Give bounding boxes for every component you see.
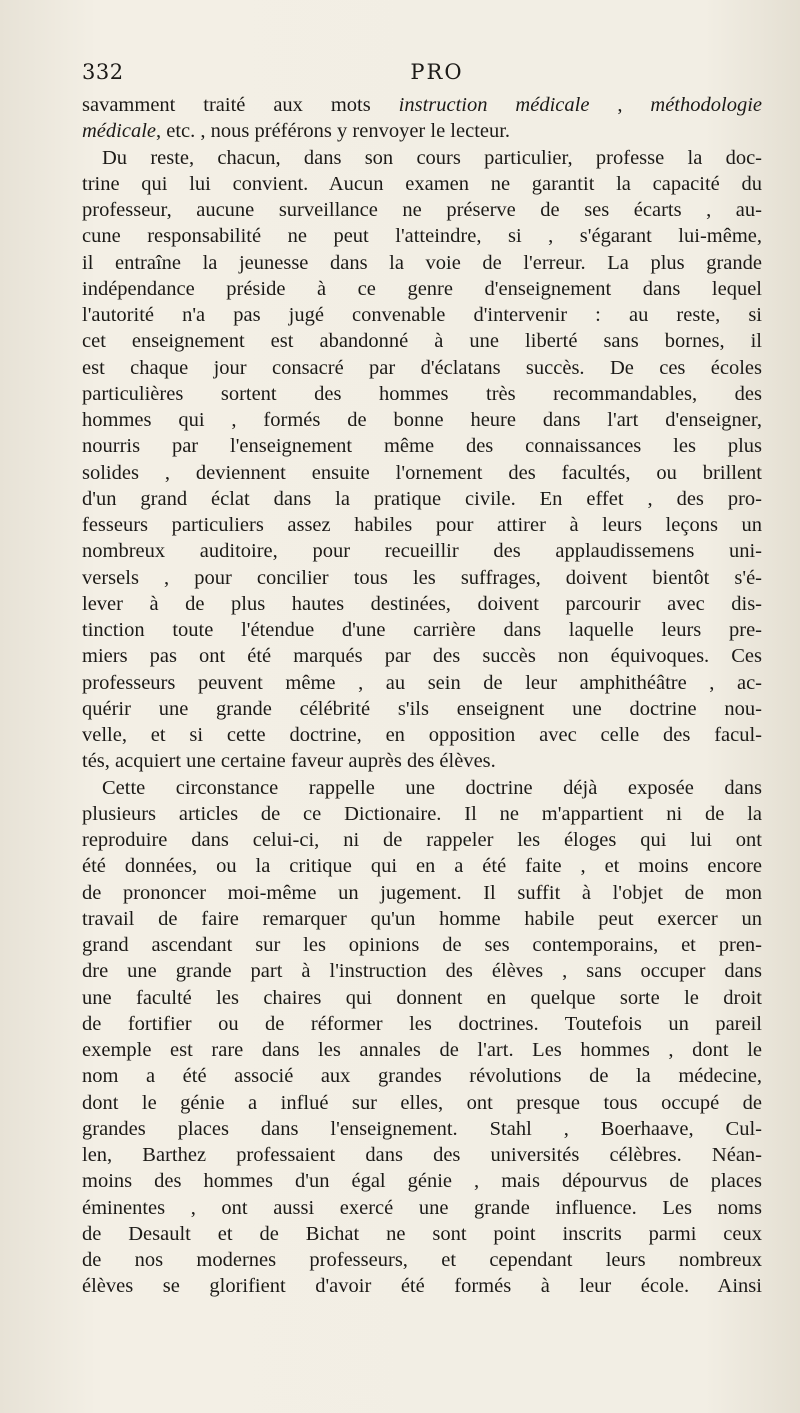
text-line: tinction toute l'étendue d'une carrière dans laquelle leurs pre- xyxy=(82,619,762,641)
body-text xyxy=(82,92,762,1300)
text-line: versels , pour concilier tous les suffrages, doivent bientôt s'é- xyxy=(82,566,762,589)
text-line: tés, acquiert une certaine faveur auprès des élèves. xyxy=(82,750,496,773)
text-line: particulières sortent des hommes très recommandables, des xyxy=(82,382,762,405)
text-line: une faculté les chaires qui donnent en quelque sorte le droit xyxy=(82,986,762,1009)
text-line: éminentes , ont aussi exercé une grande influence. Les noms xyxy=(82,1196,762,1219)
text-line: trine qui lui convient. Aucun examen ne garantit la capacité du xyxy=(82,172,762,195)
paragraph xyxy=(82,775,762,1300)
text-line: de nos modernes professeurs, et cependant leurs nombreux xyxy=(82,1249,762,1271)
italic-term: méthodologie xyxy=(650,94,762,116)
italic-term: instruction médicale xyxy=(398,94,590,116)
text-line: élèves se glorifient d'avoir été formés à leur école. Ainsi xyxy=(82,1275,762,1298)
text-line: travail de faire remarquer qu'un homme habile peut exercer un xyxy=(82,907,762,930)
text-line: est chaque jour consacré par d'éclatans succès. De ces écoles xyxy=(82,356,762,379)
text-line xyxy=(82,118,762,144)
text-run: , etc. , nous préférons y renvoyer le lecteur. xyxy=(156,120,511,143)
text-line: solides , deviennent ensuite l'ornement des facultés, ou brillent xyxy=(82,461,762,484)
text-line: professeurs peuvent même , au sein de leur amphithéâtre , ac- xyxy=(82,671,762,694)
text-line: de prononcer moi-même un jugement. Il suffit à l'objet de mon xyxy=(82,881,762,904)
text-line: de Desault et de Bichat ne sont point inscrits parmi ceux xyxy=(82,1222,762,1245)
text-line: de fortifier ou de réformer les doctrines. Toutefois un pareil xyxy=(82,1012,762,1035)
text-line: cune responsabilité ne peut l'atteindre, si , s'égarant lui-même, xyxy=(82,225,762,248)
text-line: velle, et si cette doctrine, en opposition avec celle des facul- xyxy=(82,724,762,746)
text-line: nom a été associé aux grandes révolutions de la médecine, xyxy=(82,1065,762,1088)
text-run: savamment traité aux mots xyxy=(82,94,399,116)
text-line: grand ascendant sur les opinions de ses contemporains, et pren- xyxy=(82,934,762,956)
text-line: grandes places dans l'enseignement. Stahl , Boerhaave, Cul- xyxy=(82,1117,762,1140)
text-line: été données, ou la critique qui en a été faite , et moins encore xyxy=(82,855,762,878)
text-line: d'un grand éclat dans la pratique civile. En effet , des pro- xyxy=(82,487,762,510)
text-line: Cette circonstance rappelle une doctrine déjà exposée dans xyxy=(102,776,762,799)
text-line: il entraîne la jeunesse dans la voie de l'erreur. La plus grande xyxy=(82,251,762,274)
text-line xyxy=(82,92,762,118)
text-line: lever à de plus hautes destinées, doivent parcourir avec dis- xyxy=(82,592,762,615)
page-number: 332 xyxy=(82,60,124,84)
paragraph xyxy=(82,145,762,775)
text-run: , xyxy=(589,94,651,116)
text-line: miers pas ont été marqués par des succès non équivoques. Ces xyxy=(82,645,762,668)
text-line: cet enseignement est abandonné à une liberté sans bornes, il xyxy=(82,330,762,353)
text-line: fesseurs particuliers assez habiles pour attirer à leurs leçons un xyxy=(82,514,762,536)
text-line: reproduire dans celui-ci, ni de rappeler les éloges qui lui ont xyxy=(82,829,762,851)
italic-term: médicale xyxy=(82,120,156,143)
text-line: dont le génie a influé sur elles, ont presque tous occupé de xyxy=(82,1091,762,1114)
text-line: nombreux auditoire, pour recueillir des applaudissemens uni- xyxy=(82,540,762,563)
text-line: moins des hommes d'un égal génie , mais dépourvus de places xyxy=(82,1170,762,1193)
text-line: nourris par l'enseignement même des connaissances les plus xyxy=(82,435,762,458)
text-line: exemple est rare dans les annales de l'art. Les hommes , dont le xyxy=(82,1039,762,1061)
text-line: l'autorité n'a pas jugé convenable d'intervenir : au reste, si xyxy=(82,304,762,326)
text-line: professeur, aucune surveillance ne préserve de ses écarts , au- xyxy=(82,199,762,221)
paragraph xyxy=(82,92,762,145)
text-line: hommes qui , formés de bonne heure dans l'art d'enseigner, xyxy=(82,409,762,431)
page-header xyxy=(82,60,762,90)
text-line: dre une grande part à l'instruction des élèves , sans occuper dans xyxy=(82,960,762,983)
text-line: Du reste, chacun, dans son cours particulier, professe la doc- xyxy=(102,146,762,169)
text-line: plusieurs articles de ce Dictionaire. Il ne m'appartient ni de la xyxy=(82,802,762,825)
text-line: quérir une grande célébrité s'ils enseignent une doctrine nou- xyxy=(82,697,762,720)
running-head: PRO xyxy=(410,60,464,84)
text-line: len, Barthez professaient dans des universités célèbres. Néan- xyxy=(82,1144,762,1166)
text-line: indépendance préside à ce genre d'enseignement dans lequel xyxy=(82,277,762,300)
